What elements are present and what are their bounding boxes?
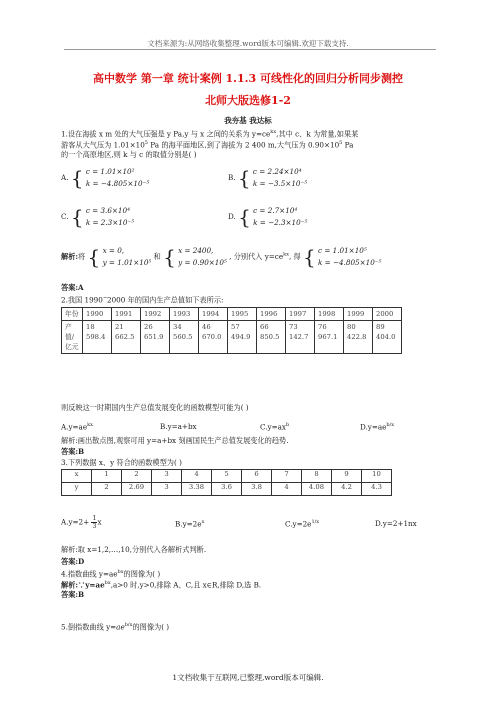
q1-analysis-system-2 <box>178 245 227 269</box>
q2-option-a <box>61 422 93 431</box>
q1-option-a-label: A. <box>61 173 69 182</box>
q1-text-b: ,其中 c、k 为常量,如果某 <box>276 129 359 139</box>
table-cell: 3 <box>152 483 182 496</box>
table-cell: 2000 <box>373 308 402 321</box>
q2-option-a-sup: kx <box>87 422 93 428</box>
table-cell: 1992 <box>141 308 170 321</box>
q2-option-d <box>360 422 394 431</box>
gdp-table <box>61 307 402 354</box>
q1-option-a-c: c = 1.01×10² <box>85 167 135 176</box>
q4-answer: 答案:B <box>61 590 85 599</box>
section-title: 我夯基 我达标 <box>224 116 272 125</box>
q2-option-d-text: D.y=ae <box>360 422 387 432</box>
q1-option-d <box>228 205 307 229</box>
q2-option-d-sup: b/x <box>386 422 395 428</box>
q1-analysis-system-3 <box>318 245 381 269</box>
sys1-b: y = 1.01×10⁵ <box>102 258 152 267</box>
table-cell: 46 670.0 <box>199 321 228 354</box>
table-cell: 89 404.0 <box>373 321 402 354</box>
table-cell: 3.38 <box>182 483 212 496</box>
q5-stem-b: 的图像为( ) <box>132 622 170 632</box>
table-cell: 80 422.8 <box>344 321 373 354</box>
table-row <box>62 470 392 483</box>
q1-analysis-and: 和 <box>153 252 161 261</box>
header-note: 文档来源为:从网络收集整理.word版本可编辑.欢迎下载支持. <box>147 39 349 48</box>
table-cell: 1993 <box>170 308 199 321</box>
table-cell: 76 967.1 <box>315 321 344 354</box>
brace-icon: { <box>70 166 84 190</box>
brace-icon: { <box>163 245 176 269</box>
q1-option-a-k: k = −4.805×10⁻⁵ <box>85 179 150 188</box>
sys3-a: c = 1.01×10⁵ <box>318 246 367 255</box>
q1-option-d-system <box>253 205 307 229</box>
table-row <box>62 321 402 354</box>
q1-option-a-system <box>86 166 149 190</box>
q3-analysis: 解析:取 x=1,2,…,10,分别代入各解析式判断. <box>61 545 207 554</box>
page-footer: 1文档收集于互联网,已整理,word版本可编辑. <box>172 673 324 682</box>
table-cell: 4.3 <box>362 483 392 496</box>
q4-analysis-b: ,a>0 时,y>0,排除 A、C,且 x∈R,排除 D,选 B. <box>110 580 262 590</box>
q1-option-d-k: k = −2.3×10⁻⁵ <box>253 218 308 227</box>
table-header-cell: x <box>62 470 92 483</box>
table-cell: 18 598.4 <box>83 321 112 354</box>
q4-stem-b: 的图像为( ) <box>123 569 161 579</box>
table-cell: 1990 <box>83 308 112 321</box>
q5-stem <box>61 620 433 632</box>
table-cell: 57 494.9 <box>228 321 257 354</box>
table-cell: 3 <box>152 470 182 483</box>
q3-option-a <box>61 515 102 530</box>
q2-option-b-text: B.y=a+bx <box>160 422 197 431</box>
table-row <box>62 308 402 321</box>
q2-option-b <box>160 422 197 431</box>
q4-stem-a: 4.指数曲线 y=ae <box>61 569 118 579</box>
table-cell: 1994 <box>199 308 228 321</box>
q3-stem: 3.下列数据 x、y 符合的函数模型为( ) <box>61 458 182 467</box>
q2-answer: 答案:B <box>61 447 85 456</box>
table-header-cell: y <box>62 483 92 496</box>
q1-line3: 的一个高原地区,则 k 与 c 的取值分别是( ) <box>61 150 197 159</box>
q3-option-d <box>375 519 417 528</box>
q1-analysis-mid: , 分别代入 y=ce <box>229 252 284 261</box>
table-cell: 9 <box>332 470 362 483</box>
q3-option-a-tail: x <box>97 517 102 527</box>
q1-option-a <box>61 166 149 190</box>
table-cell: 6 <box>242 470 272 483</box>
q2-option-c-text: C.y=ax <box>260 422 286 432</box>
q2-option-c-sup: b <box>285 422 290 428</box>
table-cell: 2 <box>92 483 122 496</box>
table-cell: 1996 <box>257 308 286 321</box>
q3-option-b-sup: x <box>201 519 205 525</box>
header-divider <box>64 49 436 50</box>
q1-text-c: 游客从大气压为 1.01×10 <box>61 140 145 150</box>
q1-option-b-c: c = 2.24×10⁴ <box>252 167 302 176</box>
table-cell: 4 <box>182 470 212 483</box>
q3-option-b-text: B.y=2e <box>175 519 202 529</box>
table-cell: 4 <box>272 483 302 496</box>
q1-text-a: 1.设在海拔 x m 处的大气压强是 y Pa,y 与 x 之间的关系为 y=ce <box>61 129 271 139</box>
sys3-b: k = −4.805×10⁻⁵ <box>318 258 382 267</box>
q5-stem-sup: b/x <box>124 622 133 628</box>
table-cell: 34 560.5 <box>170 321 199 354</box>
table-cell: 66 850.5 <box>257 321 286 354</box>
q1-text-d: Pa 的海平面地区,到了海拔为 2 400 m,大气压为 0.90×10 <box>147 140 340 150</box>
table-cell: 1995 <box>228 308 257 321</box>
q2-stem-a: 2.我国 1990 <box>61 295 103 305</box>
fraction-denominator: 3 <box>92 523 97 530</box>
q4-analysis-a: 解析:∵y=ae <box>61 580 105 590</box>
table-cell: 1997 <box>286 308 315 321</box>
q1-analysis-system-1 <box>103 245 152 269</box>
table-cell: 10 <box>362 470 392 483</box>
q2-option-a-text: A.y=ae <box>61 422 88 432</box>
q1-option-c-label: C. <box>61 212 69 221</box>
q1-analysis-prefix: 将 <box>78 252 86 261</box>
q1-option-b <box>228 166 307 190</box>
q1-option-b-k: k = −3.5×10⁻⁵ <box>252 179 308 188</box>
q1-text-e: Pa <box>342 140 354 150</box>
q3-option-d-text: D.y=2+1nx <box>375 519 417 528</box>
q2-stem-b: 2000 年的国内生产总值如下表所示: <box>107 295 224 305</box>
q1-analysis-label: 解析: <box>61 252 79 261</box>
brace-icon: { <box>237 166 251 190</box>
table-cell: 3.8 <box>242 483 272 496</box>
table-cell: 1991 <box>112 308 141 321</box>
q1-answer: 答案:A <box>61 283 84 292</box>
q2-analysis: 解析:画出散点图,观察可用 y=a+bx 刻画国民生产总值发展变化的趋势. <box>61 436 289 445</box>
q2-stem-sup: ~ <box>102 295 108 301</box>
q5-stem-expr: ae <box>116 622 125 632</box>
table-cell: 73 142.7 <box>286 321 315 354</box>
table-cell: 1 <box>92 470 122 483</box>
q1-analysis-sup: kx <box>283 251 289 258</box>
fraction-numerator: 1 <box>92 515 97 522</box>
brace-icon: { <box>303 245 316 269</box>
sys1-a: x = 0, <box>102 246 125 255</box>
table-cell: 21 662.5 <box>112 321 141 354</box>
q5-stem-a: 5.倒指数曲线 y= <box>61 622 117 632</box>
table-cell: 4.08 <box>302 483 332 496</box>
table-cell: 8 <box>302 470 332 483</box>
q1-option-b-label: B. <box>228 173 236 182</box>
q3-answer: 答案:D <box>61 557 85 566</box>
xy-table <box>61 469 392 496</box>
document-subtitle: 北师大版选修1-2 <box>205 94 291 107</box>
q1-analysis <box>61 245 441 269</box>
table-cell: 2.69 <box>122 483 152 496</box>
q3-option-c-sup: 1/x <box>311 519 320 525</box>
table-cell: 2 <box>122 470 152 483</box>
sys2-b: y = 0.90×10⁵ <box>178 258 227 267</box>
q3-option-c <box>285 519 319 528</box>
table-cell: 5 <box>212 470 242 483</box>
q1-analysis-after: , 得 <box>288 252 301 261</box>
brace-icon: { <box>238 205 251 229</box>
q3-option-b <box>175 519 204 528</box>
document-title: 高中数学 第一章 统计案例 1.1.3 可线性化的回归分析同步测控 <box>93 72 403 85</box>
q1-sup-a: kx <box>270 129 277 135</box>
q2-stem <box>61 293 433 305</box>
q3-option-c-text: C.y=2e <box>285 519 312 529</box>
q2-question: 则反映这一时期国内生产总值发展变化的函数模型可能为( ) <box>61 403 249 412</box>
table-cell: 26 651.9 <box>141 321 170 354</box>
q2-option-c <box>260 422 289 431</box>
table-cell: 1999 <box>344 308 373 321</box>
q1-sup-c: 5 <box>339 140 343 146</box>
sys2-a: x = 2400, <box>178 246 214 255</box>
table-header-cell: 年份 <box>62 308 83 321</box>
q1-option-d-label: D. <box>228 212 236 221</box>
q1-option-b-system <box>253 166 307 190</box>
q1-option-c-k: k = 2.3×10⁻⁵ <box>85 218 135 227</box>
table-header-cell: 产值/亿元 <box>62 321 83 354</box>
table-cell: 3.6 <box>212 483 242 496</box>
q1-option-c <box>61 205 134 229</box>
table-row <box>62 483 392 496</box>
table-cell: 1998 <box>315 308 344 321</box>
q1-option-c-system <box>86 205 134 229</box>
q1-sup-b: 5 <box>144 140 148 146</box>
q4-analysis-sup: bx <box>104 580 111 586</box>
q3-option-a-text: A.y=2+ <box>61 517 90 527</box>
q1-option-c-c: c = 3.6×10⁴ <box>85 206 130 215</box>
table-cell: 4.2 <box>332 483 362 496</box>
q1-option-d-c: c = 2.7×10⁴ <box>253 206 298 215</box>
table-cell: 7 <box>272 470 302 483</box>
q4-stem-sup: bx <box>117 569 124 575</box>
brace-icon: { <box>87 245 101 269</box>
brace-icon: { <box>70 205 84 229</box>
